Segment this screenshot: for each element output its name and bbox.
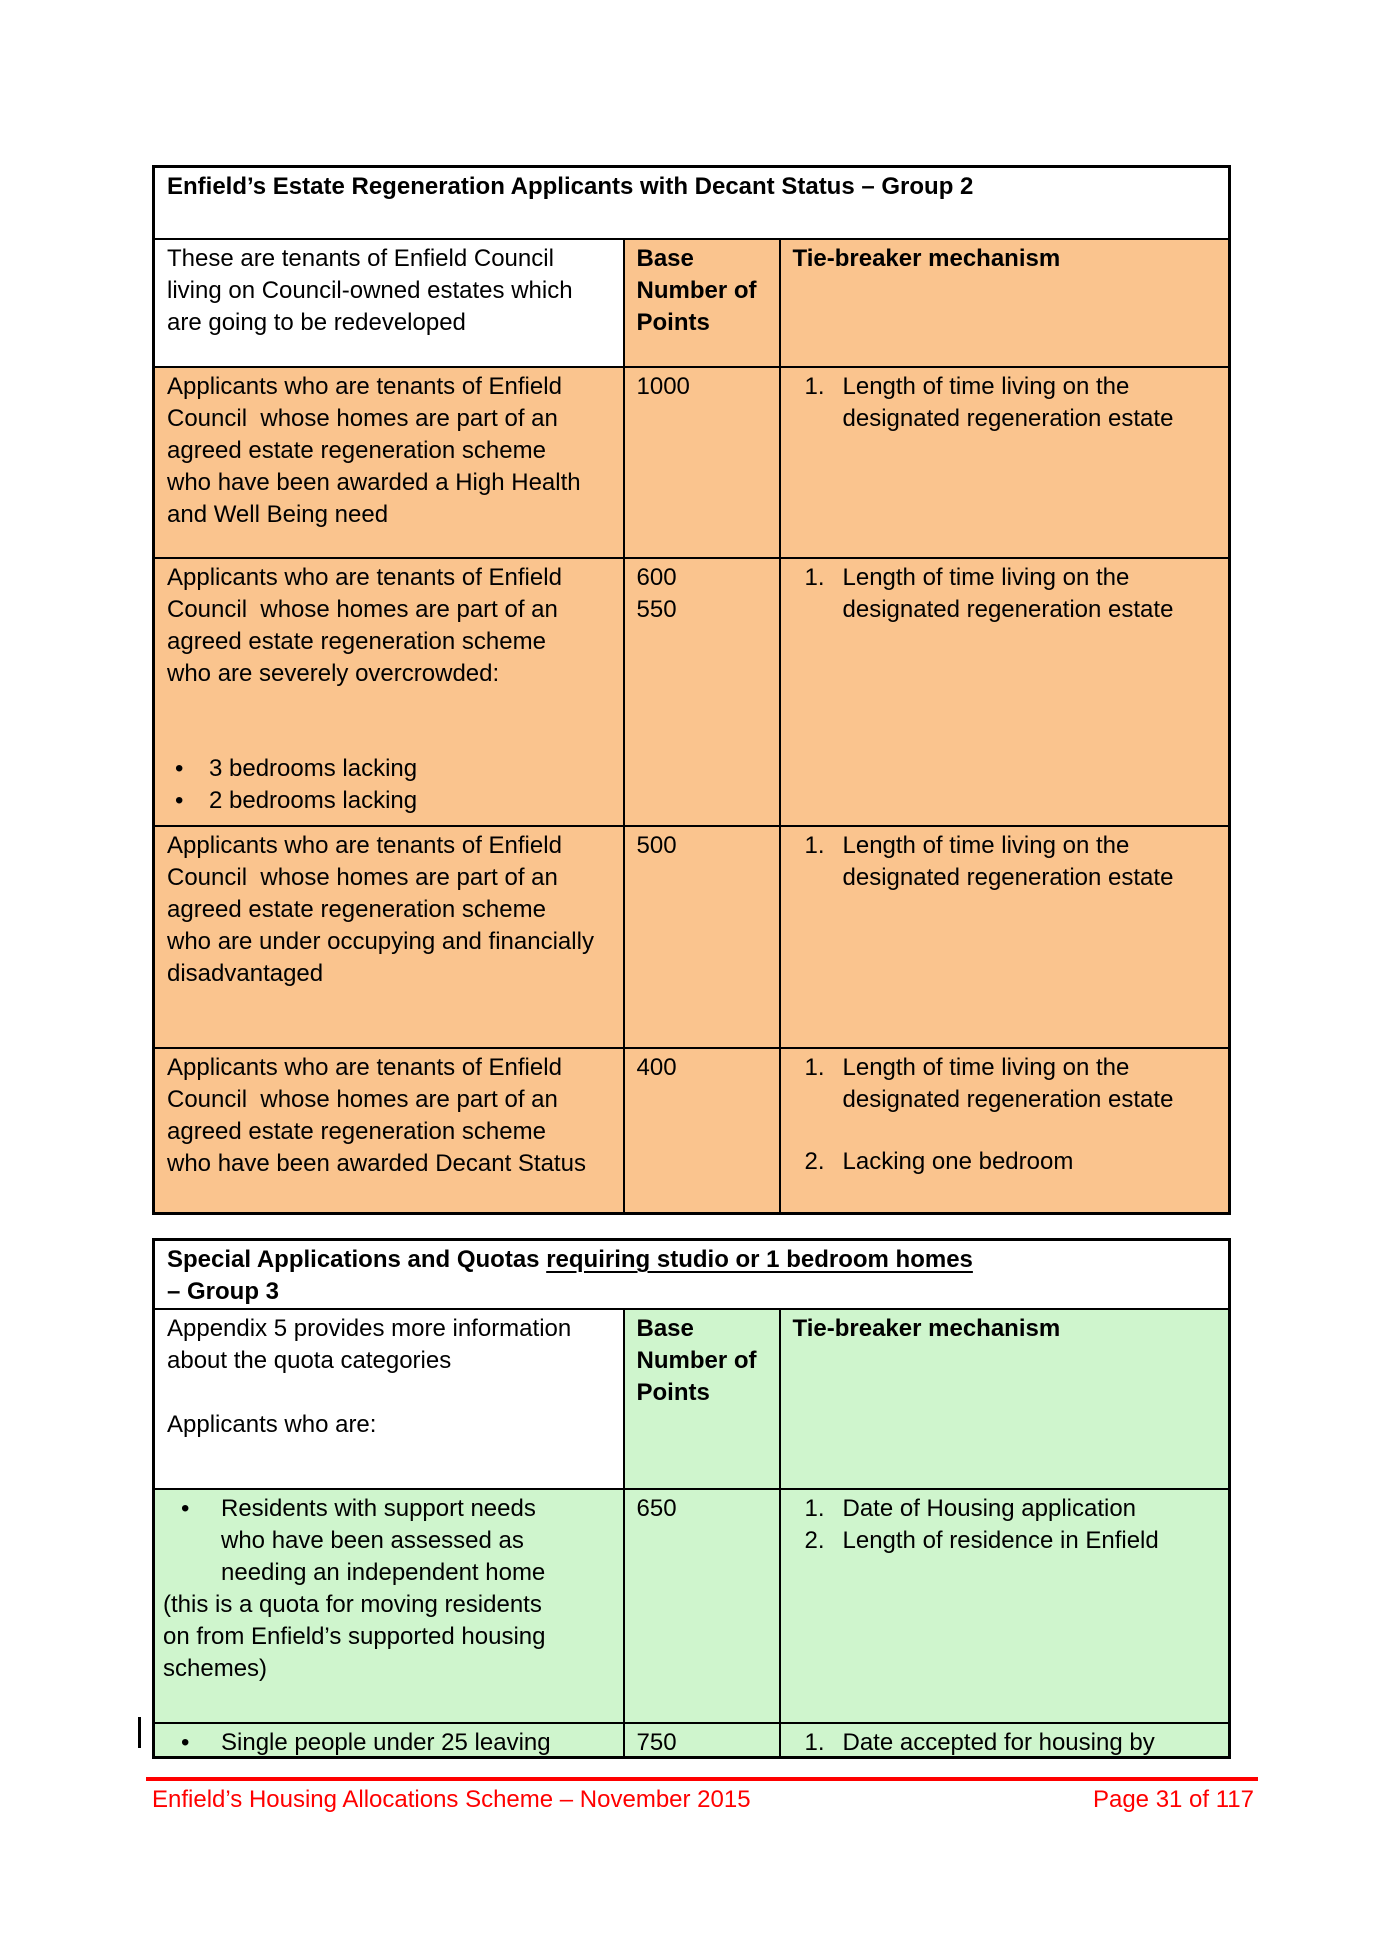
group2-table: [152, 165, 1231, 1215]
group2-header-description: These are tenants of Enfield Council living on Council-owned estates which are going to be redeveloped: [167, 244, 580, 336]
points-value: 600: [636, 563, 677, 591]
row-points: [624, 558, 780, 826]
group3-tiebreaker-column-header: Tie-breaker mechanism: [792, 1315, 1061, 1342]
row-note: (this is a quota for moving residents on from Enfield’s supported housing schemes): [163, 1591, 546, 1682]
row-description: Applicants who are tenants of Enfield Council whose homes are part of an agreed estate regeneration scheme who are severely overcrowded:: [167, 563, 569, 687]
group3-header-description: Appendix 5 provides more information about the quota categories: [167, 1315, 578, 1374]
tiebreaker-item: Length of residence in Enfield: [842, 1527, 1159, 1554]
row-points: 1000: [624, 367, 780, 558]
row-points: 650: [624, 1489, 780, 1723]
group3-table-title: Special Applications and Quotas requiring studio or 1 bedroom homes – Group 3: [154, 1240, 1230, 1310]
table-row: [154, 367, 1230, 558]
tiebreaker-item: Length of time living on the designated regeneration estate: [842, 831, 1174, 891]
bedrooms-lacking-bullets: [169, 753, 617, 817]
bullet-item: • 3 bedrooms lacking: [169, 753, 617, 785]
underlined-title-phrase: requiring studio or 1 bedroom homes: [546, 1246, 973, 1273]
tiebreaker-list: [793, 562, 1219, 626]
row-description: Applicants who are tenants of Enfield Council whose homes are part of an agreed estate regeneration scheme who are under occupying and financially disadvantaged: [167, 831, 601, 987]
tiebreaker-item: Length of time living on the designated regeneration estate: [842, 1053, 1174, 1113]
footer-document-title: Enfield’s Housing Allocations Scheme – November 2015: [152, 1786, 751, 1813]
tiebreaker-list: [793, 1052, 1219, 1178]
tiebreaker-item: Length of time living on the designated regeneration estate: [842, 563, 1174, 623]
tiebreaker-item: Date accepted for housing by: [842, 1729, 1155, 1756]
revision-change-bar: [138, 1717, 141, 1748]
row-points: 750: [636, 1729, 677, 1756]
table-row: [154, 1489, 1230, 1723]
group2-tiebreaker-column-header: Tie-breaker mechanism: [792, 244, 1061, 272]
group2-points-column-header: Base Number of Points: [624, 239, 780, 367]
tiebreaker-list: [793, 1493, 1219, 1557]
tiebreaker-item: Date of Housing application: [842, 1495, 1137, 1522]
group2-table-title: Enfield’s Estate Regeneration Applicants with Decant Status – Group 2: [154, 167, 1230, 239]
bullet-item: • 2 bedrooms lacking: [169, 785, 617, 817]
points-value: 550: [636, 595, 677, 623]
row-points: 500: [624, 826, 780, 1048]
row-description: Applicants who are tenants of Enfield Council whose homes are part of an agreed estate regeneration scheme who have been awarded Decant Status: [167, 1053, 586, 1177]
table-row: [154, 1723, 1230, 1758]
tiebreaker-list: [793, 371, 1219, 435]
tiebreaker-item: Length of time living on the designated regeneration estate: [842, 372, 1174, 432]
tiebreaker-item: Lacking one bedroom: [842, 1147, 1074, 1175]
row-description: Applicants who are tenants of Enfield Council whose homes are part of an agreed estate regeneration scheme who have been awarded a High Health and Well Being need: [167, 372, 588, 528]
tiebreaker-list: [793, 830, 1219, 894]
bullet-item: • Residents with support needs who have been assessed as needing an independent home: [173, 1493, 613, 1589]
footer-rule: [146, 1777, 1258, 1781]
group3-points-column-header: Base Number of Points: [624, 1309, 780, 1489]
footer-page-number: Page 31 of 117: [1092, 1786, 1254, 1813]
group3-table: [152, 1238, 1231, 1759]
table-row: [154, 1048, 1230, 1214]
group3-header-subtext: Applicants who are:: [167, 1411, 377, 1438]
page-footer: [152, 1785, 1254, 1815]
bullet-item: • Single people under 25 leaving: [173, 1727, 613, 1756]
table-row: [154, 826, 1230, 1048]
row-points: 400: [624, 1048, 780, 1214]
table-row: [154, 558, 1230, 826]
tiebreaker-list: [793, 1727, 1219, 1756]
